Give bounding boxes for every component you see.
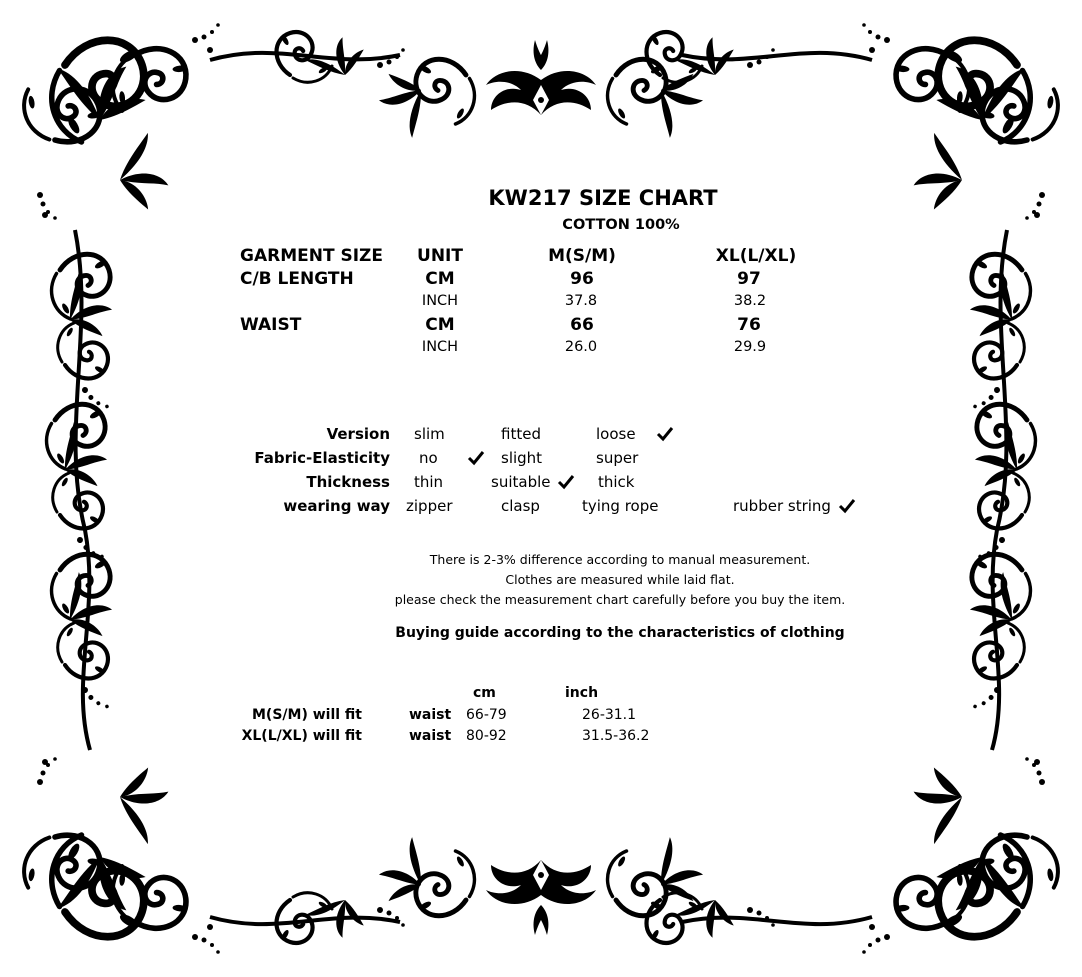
size-table-header-garment-size: GARMENT SIZE: [240, 246, 383, 266]
guide-row-label: M(S/M) will fit: [251, 707, 362, 723]
size-row-label-waist: WAIST: [240, 315, 302, 335]
size-row-label-cb-length: C/B LENGTH: [240, 269, 354, 289]
size-table-header-xl: XL(L/XL): [715, 246, 797, 266]
size-row-unit: CM: [425, 315, 455, 335]
attr-label-fabric-elasticity: Fabric-Elasticity: [254, 449, 390, 467]
attr-label-version: Version: [326, 425, 390, 443]
checkmark-icon: [467, 449, 485, 467]
size-table-header-m: M(S/M): [548, 246, 616, 266]
attr-option: fitted: [501, 425, 541, 443]
guide-row-inch: 31.5-36.2: [582, 728, 650, 744]
guide-row-cm: 66-79: [466, 707, 507, 723]
attr-option: slim: [414, 425, 445, 443]
size-cell-m: 96: [570, 269, 594, 289]
size-row-unit: CM: [425, 269, 455, 289]
note-line: There is 2-3% difference according to manual measurement.: [429, 552, 811, 567]
attr-option: rubber string: [733, 497, 831, 515]
attr-option: tying rope: [582, 497, 659, 515]
guide-row-label: XL(L/XL) will fit: [241, 728, 362, 744]
attr-option: thick: [598, 473, 635, 491]
checkmark-icon: [656, 425, 674, 443]
guide-row-inch: 26-31.1: [582, 707, 637, 723]
size-cell-xl: 38.2: [733, 293, 767, 309]
size-cell-xl: 29.9: [733, 339, 767, 355]
size-table-header-unit: UNIT: [417, 246, 463, 266]
attr-option: slight: [501, 449, 543, 467]
note-line: Clothes are measured while laid flat.: [505, 572, 735, 587]
attr-option: suitable: [491, 473, 551, 491]
size-cell-m: 26.0: [564, 339, 598, 355]
guide-col-cm: cm: [473, 685, 496, 701]
checkmark-icon: [557, 473, 575, 491]
page-title: KW217 SIZE CHART: [488, 186, 718, 210]
attr-option: super: [596, 449, 639, 467]
attr-label-thickness: Thickness: [306, 473, 390, 491]
size-row-unit: INCH: [421, 293, 459, 309]
attr-option: loose: [596, 425, 636, 443]
size-cell-m: 37.8: [564, 293, 598, 309]
attr-option: thin: [414, 473, 444, 491]
size-row-unit: INCH: [421, 339, 459, 355]
page-subtitle: COTTON 100%: [562, 217, 680, 233]
attr-label-wearing-way: wearing way: [283, 497, 390, 515]
guide-row-part: waist: [409, 707, 452, 723]
attr-option: no: [419, 449, 438, 467]
buying-guide-heading: Buying guide according to the characteristics of clothing: [395, 625, 845, 641]
guide-col-inch: inch: [565, 685, 599, 701]
size-cell-xl: 76: [737, 315, 761, 335]
note-line: please check the measurement chart carefully before you buy the item.: [394, 592, 846, 607]
guide-row-cm: 80-92: [466, 728, 507, 744]
size-cell-m: 66: [570, 315, 594, 335]
guide-row-part: waist: [409, 728, 452, 744]
attr-option: zipper: [406, 497, 453, 515]
size-cell-xl: 97: [737, 269, 761, 289]
attr-option: clasp: [501, 497, 540, 515]
checkmark-icon: [838, 497, 856, 515]
